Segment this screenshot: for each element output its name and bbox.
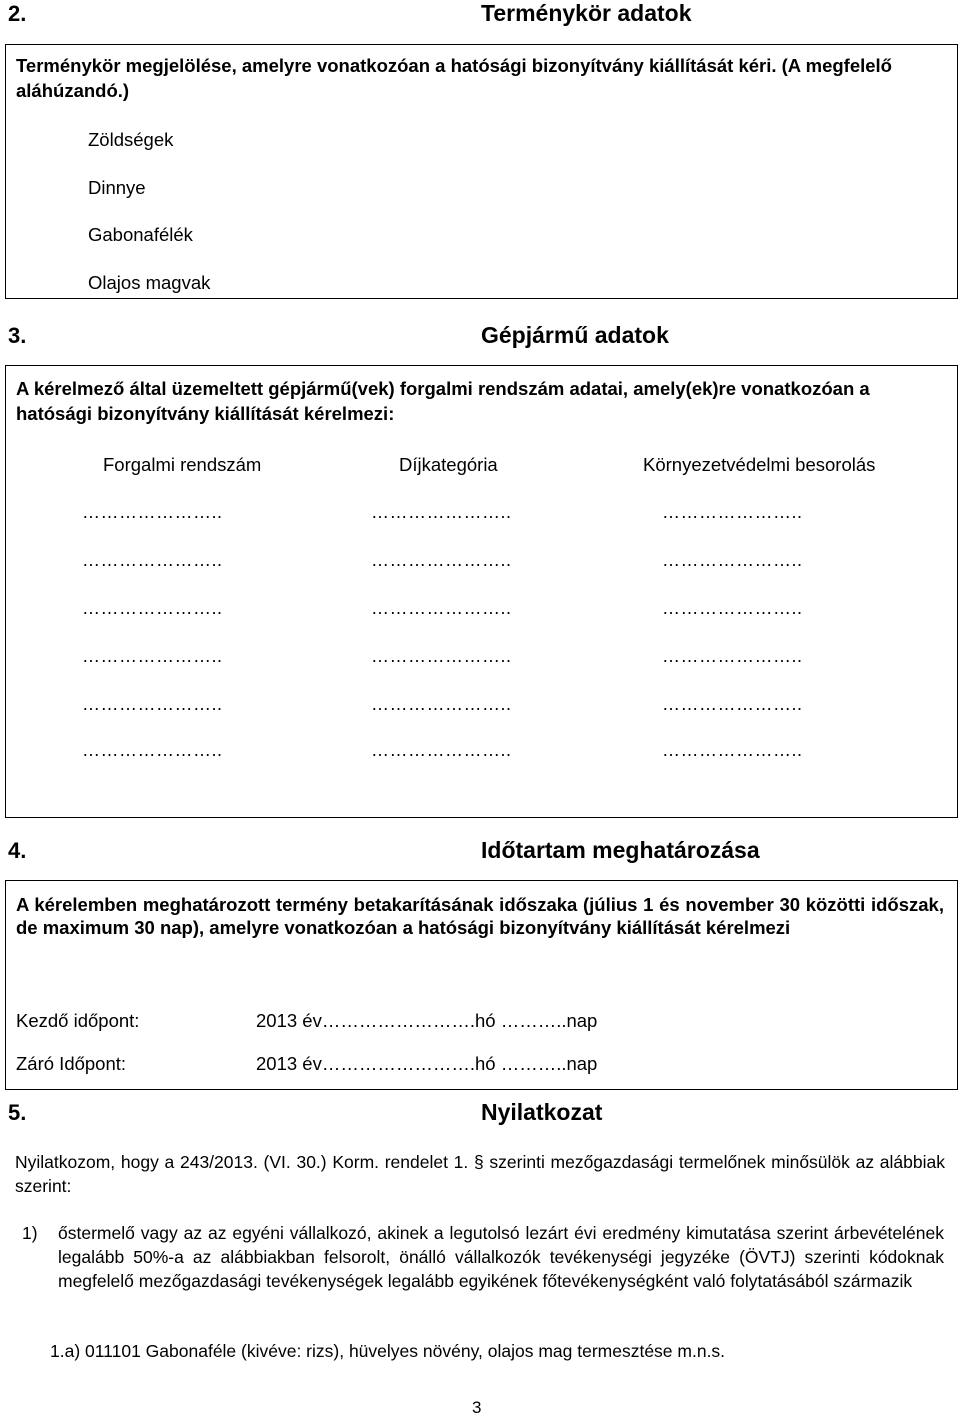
section3-title: Gépjármű adatok [481, 322, 669, 348]
section5-title: Nyilatkozat [481, 1099, 603, 1125]
section2-box [5, 44, 958, 299]
vehicle-env-class-field[interactable]: ………………….. [662, 502, 803, 522]
vehicle-env-class-field[interactable]: ………………….. [662, 740, 803, 760]
section4-number: 4. [8, 838, 27, 863]
vehicle-category-field[interactable]: ………………….. [371, 740, 512, 760]
section5-number: 5. [8, 1100, 27, 1125]
end-date-field[interactable]: 2013 év…………………….hó ………..nap [256, 1053, 598, 1074]
vehicle-plate-field[interactable]: ………………….. [82, 740, 223, 760]
section4-description: A kérelemben meghatározott termény betakarításának időszaka (július 1 és november 30 közötti időszak, de maximum 30 nap), amelyre vonatkozóan a hatósági bizonyítvány kiállítását kérelmezi [16, 894, 944, 938]
section3-description: A kérelmező által üzemeltett gépjármű(vek) forgalmi rendszám adatai, amely(ek)re vonatkozóan a hatósági bizonyítvány kiállítását kérelmezi: [16, 378, 870, 424]
vehicle-plate-field[interactable]: ………………….. [82, 646, 223, 666]
end-date-label: Záró Időpont: [16, 1053, 127, 1074]
section2-description: Terménykör megjelölése, amelyre vonatkozóan a hatósági bizonyítvány kiállítását kéri. (A megfelelő aláhúzandó.) [16, 55, 892, 101]
start-date-field[interactable]: 2013 év…………………….hó ………..nap [256, 1010, 598, 1031]
crop-option-zoldsegek[interactable]: Zöldségek [88, 129, 174, 150]
declaration-item1-marker: 1) [22, 1223, 38, 1243]
vehicle-env-class-field[interactable]: ………………….. [662, 598, 803, 618]
column-header-dijkategoria: Díjkategória [399, 454, 498, 475]
column-header-forgalmi-rendszam: Forgalmi rendszám [103, 454, 262, 475]
vehicle-plate-field[interactable]: ………………….. [82, 502, 223, 522]
page-number: 3 [472, 1398, 482, 1417]
crop-option-dinnye[interactable]: Dinnye [88, 177, 146, 198]
crop-option-olajos-magvak[interactable]: Olajos magvak [88, 272, 211, 293]
section2-title: Terménykör adatok [481, 0, 692, 26]
vehicle-env-class-field[interactable]: ………………….. [662, 694, 803, 714]
vehicle-category-field[interactable]: ………………….. [371, 502, 512, 522]
vehicle-category-field[interactable]: ………………….. [371, 646, 512, 666]
vehicle-category-field[interactable]: ………………….. [371, 598, 512, 618]
vehicle-plate-field[interactable]: ………………….. [82, 694, 223, 714]
vehicle-env-class-field[interactable]: ………………….. [662, 550, 803, 570]
vehicle-category-field[interactable]: ………………….. [371, 694, 512, 714]
vehicle-env-class-field[interactable]: ………………….. [662, 646, 803, 666]
declaration-item1-text: őstermelő vagy az az egyéni vállalkozó, akinek a legutolsó lezárt évi eredmény kimutatása szerint árbevételének legalább 50%-a az alábbiakban felsorolt, önálló vállalkozók tevékenységi jegyzéke (ÖVTJ) szerinti kódoknak megfelelő mezőgazdasági tevékenységek legalább egyikének főtevékenységként való folytatásából származik [58, 1223, 944, 1291]
section2-number: 2. [8, 1, 27, 26]
section4-title: Időtartam meghatározása [481, 837, 760, 863]
vehicle-plate-field[interactable]: ………………….. [82, 598, 223, 618]
crop-option-gabonafelek[interactable]: Gabonafélék [88, 224, 193, 245]
vehicle-category-field[interactable]: ………………….. [371, 550, 512, 570]
declaration-item1a: 1.a) 011101 Gabonaféle (kivéve: rizs), hüvelyes növény, olajos mag termesztése m.n.s. [50, 1341, 726, 1361]
start-date-label: Kezdő időpont: [16, 1010, 140, 1031]
section4-box [5, 880, 958, 1090]
vehicle-plate-field[interactable]: ………………….. [82, 550, 223, 570]
section3-number: 3. [8, 323, 27, 348]
column-header-kornyezetvedelmi-besorolas: Környezetvédelmi besorolás [643, 454, 876, 475]
section3-box [5, 365, 958, 818]
declaration-intro: Nyilatkozom, hogy a 243/2013. (VI. 30.) Korm. rendelet 1. § szerinti mezőgazdasági termelőnek minősülök az alábbiak szerint: [15, 1152, 945, 1196]
